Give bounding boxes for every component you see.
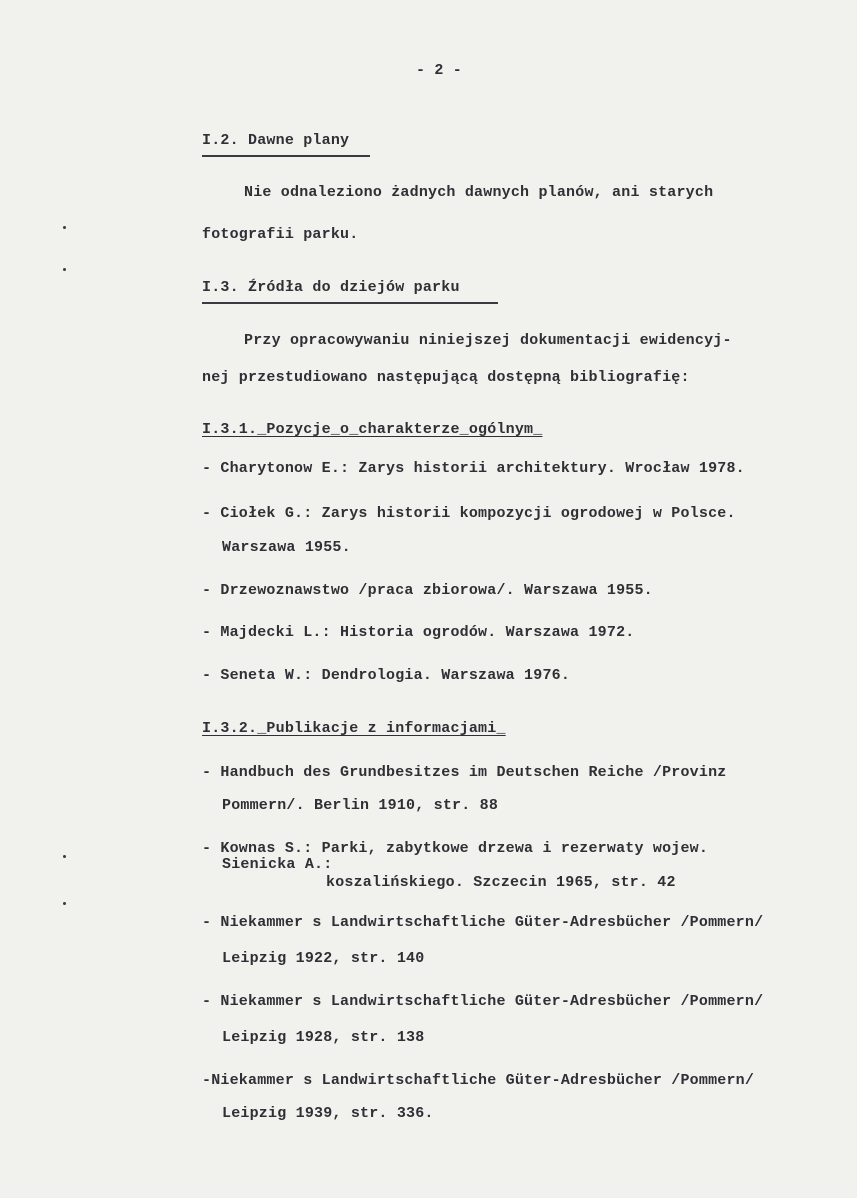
heading-underline [202, 155, 370, 157]
bibliography-entry-continuation: koszalińskiego. Szczecin 1965, str. 42 [326, 874, 676, 891]
bibliography-entry-continuation: Leipzig 1939, str. 336. [222, 1105, 434, 1122]
subsection-heading-ogolne: I.3.1._Pozycje_o_charakterze_ogólnym_ [202, 421, 543, 438]
margin-mark [63, 226, 66, 229]
paragraph-line: fotografii parku. [202, 226, 359, 243]
margin-mark [63, 855, 66, 858]
paragraph-line: Nie odnaleziono żadnych dawnych planów, ani starych [244, 184, 714, 201]
paragraph-line: Przy opracowywaniu niniejszej dokumentacji ewidencyj- [244, 332, 732, 349]
bibliography-entry: -Niekammer s Landwirtschaftliche Güter-Adresbücher /Pommern/ [202, 1072, 755, 1089]
heading-underline [202, 302, 498, 304]
bibliography-entry: - Niekammer s Landwirtschaftliche Güter-Adresbücher /Pommern/ [202, 993, 764, 1010]
bibliography-entry: - Majdecki L.: Historia ogrodów. Warszawa 1972. [202, 624, 635, 641]
bibliography-entry-continuation: Sienicka A.: [222, 856, 333, 873]
section-heading-zrodla: I.3. Źródła do dziejów parku [202, 279, 460, 296]
margin-mark [63, 902, 66, 905]
bibliography-entry: - Ciołek G.: Zarys historii kompozycji ogrodowej w Polsce. [202, 505, 736, 522]
bibliography-entry: - Drzewoznawstwo /praca zbiorowa/. Warszawa 1955. [202, 582, 653, 599]
bibliography-entry: - Kownas S.: Parki, zabytkowe drzewa i rezerwaty wojew. [202, 840, 709, 857]
bibliography-entry-continuation: Leipzig 1922, str. 140 [222, 950, 425, 967]
bibliography-entry: - Niekammer s Landwirtschaftliche Güter-Adresbücher /Pommern/ [202, 914, 764, 931]
section-heading-dawne-plany: I.2. Dawne plany [202, 132, 350, 149]
subsection-heading-publikacje: I.3.2._Publikacje z informacjami_ [202, 720, 506, 737]
bibliography-entry-continuation: Warszawa 1955. [222, 539, 351, 556]
margin-mark [63, 268, 66, 271]
bibliography-entry: - Charytonow E.: Zarys historii architektury. Wrocław 1978. [202, 460, 745, 477]
bibliography-entry: - Seneta W.: Dendrologia. Warszawa 1976. [202, 667, 571, 684]
bibliography-entry-continuation: Leipzig 1928, str. 138 [222, 1029, 425, 1046]
bibliography-entry: - Handbuch des Grundbesitzes im Deutschen Reiche /Provinz [202, 764, 727, 781]
paragraph-line: nej przestudiowano następującą dostępną bibliografię: [202, 369, 690, 386]
bibliography-entry-continuation: Pommern/. Berlin 1910, str. 88 [222, 797, 499, 814]
page-number: - 2 - [416, 62, 463, 79]
